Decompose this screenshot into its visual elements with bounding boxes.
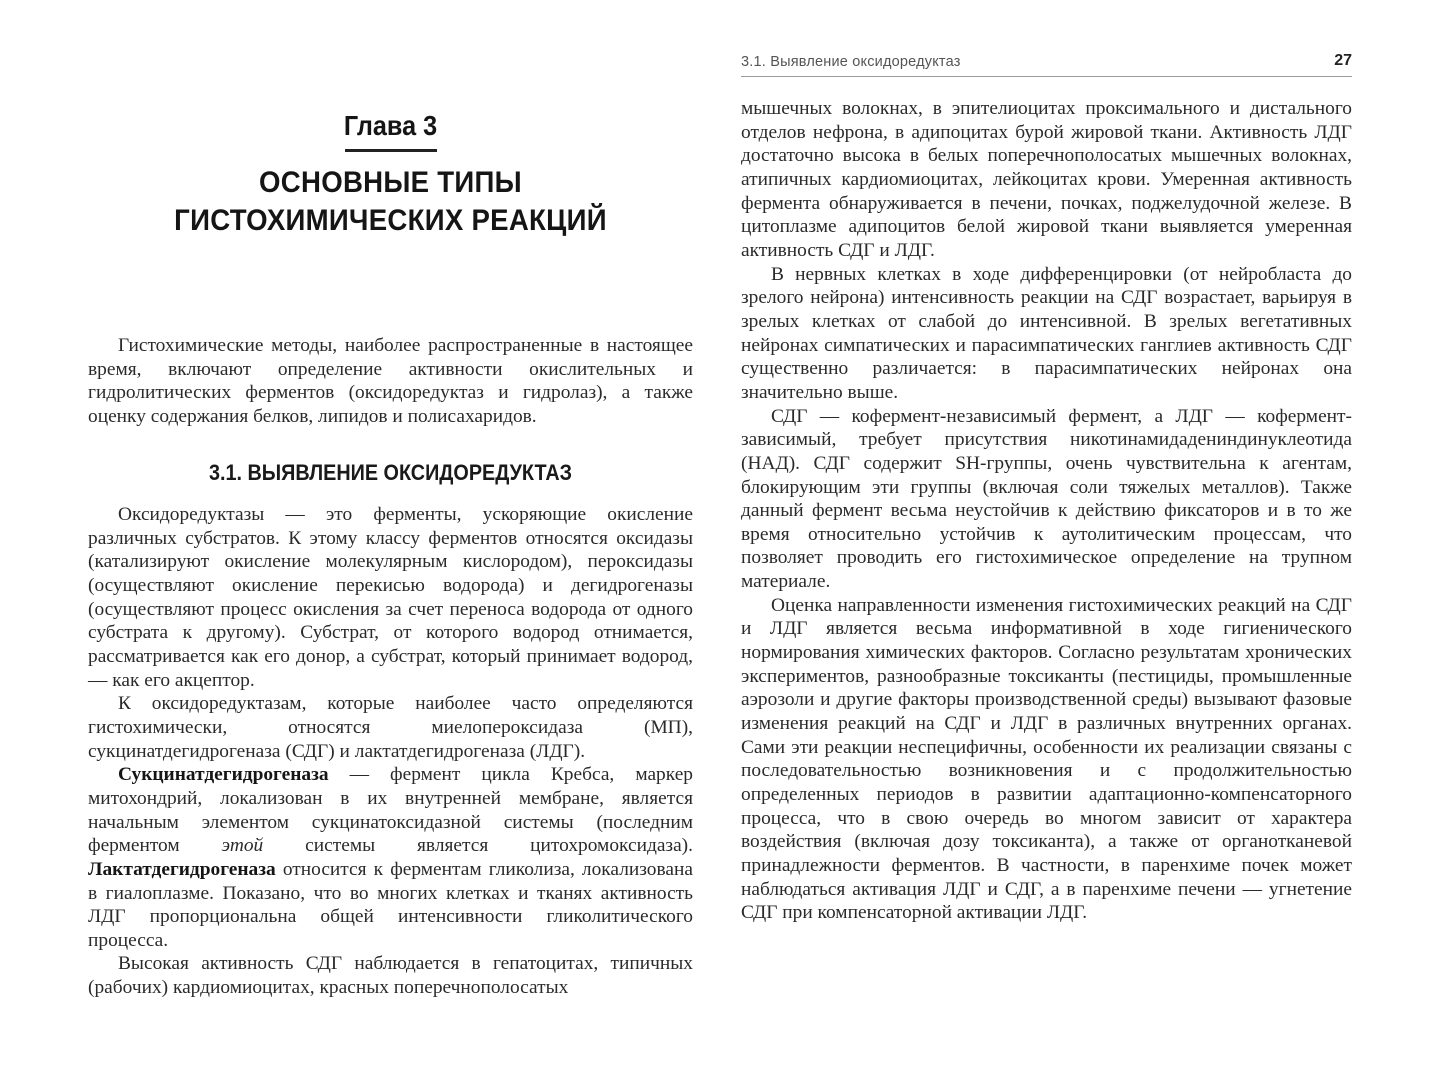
text-cytochrome: системы является цитохромоксидаза). <box>263 835 693 857</box>
paragraph-hygiene-assessment: Оценка направленности изменения гистохимических реакций на СДГ и ЛДГ является весьма информативной в ходе гигиенического нормирования химических факторов. Согласно результатам хронических экспериментов, разнообразные токсиканты (пестициды, промышленные аэрозоли и другие факторы производственной среды) вызывают фазовые изменения реакций на СДГ и ЛДГ в различных внутренних органах. Сами эти реакции неспецифичны, особенности их реализации связаны с последовательностью возникновения и с продолжительностью определенных периодов в развитии адаптационно-компенсаторного процесса, что в свою очередь во многом зависит от характера воздействия (включая дозу токсиканта), а также от органотканевой принадлежности ферментов. В частности, в паренхиме почек может наблюдаться активация ЛДГ и СДГ, а в паренхиме печени — угнетение СДГ при компенсаторной активации ЛДГ. <box>741 594 1352 924</box>
chapter-rule <box>345 149 437 152</box>
paragraph-histochemical-enzymes: К оксидоредуктазам, которые наиболее часто определяются гистохимически, относятся миелопероксидаза (МП), сукцинатдегидрогеназа (СДГ) и лактатдегидрогеназа (ЛДГ). <box>88 693 693 762</box>
chapter-intro <box>88 334 693 429</box>
page-number: 27 <box>1334 52 1352 69</box>
right-body-text <box>741 97 1352 925</box>
right-page <box>741 0 1352 1080</box>
text-ldh-description: относится к ферментам гликолиза, локализована в гиалоплазме. Показано, что во многих клетках и тканях активность ЛДГ пропорциональна общей интенсивности гликолитического процесса. <box>88 858 693 951</box>
chapter-heading <box>88 108 693 240</box>
left-body-text <box>88 503 693 1000</box>
paragraph-continuation: мышечных волокнах, в эпителиоцитах проксимального и дистального отделов нефрона, в адипоцитах бурой жировой ткани. Активность ЛДГ достаточно высока в белых поперечнополосатых мышечных волокнах, атипичных кардиомиоцитах, лейкоцитах крови. Умеренная активность фермента обнаруживается в печени, почках, поджелудочной железе. В цитоплазме адипоцитов белой жировой ткани выявляется умеренная активность СДГ и ЛДГ. <box>741 98 1352 261</box>
paragraph-coenzyme: СДГ — кофермент-независимый фермент, а ЛДГ — кофермент-зависимый, требует присутствия никотинамидадениндинуклеотида (НАД). СДГ содержит SH-группы, очень чувствительна к агентам, блокирующим эти группы (включая соли тяжелых металлов). Также данный фермент весьма неустойчив к действию фиксаторов и в то же время относительно устойчив к аутолитическим процессам, что позволяет проводить его гистохимическое определение на трупном материале. <box>741 405 1352 593</box>
running-title: 3.1. Выявление оксидоредуктаз <box>741 54 961 70</box>
chapter-title: ОСНОВНЫЕ ТИПЫ ГИСТОХИМИЧЕСКИХ РЕАКЦИЙ <box>174 166 607 237</box>
running-header <box>741 52 1352 77</box>
intro-paragraph: Гистохимические методы, наиболее распространенные в настоящее время, включают определение активности окислительных и гидролитических ферментов (оксидоредуктаз и гидролаз), а также оценку содержания белков, липидов и полисахаридов. <box>88 335 693 427</box>
paragraph-nerve-cells: В нервных клетках в ходе дифференцировки (от нейробласта до зрелого нейрона) интенсивность реакции на СДГ возрастает, варьируя в зрелых клетках от слабой до интенсивной. В зрелых вегетативных нейронах симпатических и парасимпатических ганглиев активность СДГ существенно различается: в парасимпатических нейронах она значительно выше. <box>741 263 1352 403</box>
paragraph-sdh-ldh <box>88 763 693 952</box>
left-page <box>88 0 693 1080</box>
term-ldh: Лактатдегидрогеназа <box>88 858 276 880</box>
paragraph-oxidoreductases: Оксидоредуктазы — это ферменты, ускоряющие окисление различных субстратов. К этому классу ферментов относятся оксидазы (катализируют окисление молекулярным кислородом), пероксидазы (осуществляют окисление перекисью водорода) и дегидрогеназы (осуществляют процесс окисления за счет переноса водорода от одного субстрата к другому). Субстрат, от которого водород отнимается, рассматривается как его донор, а субстрат, который принимает водород, — как его акцептор. <box>88 504 693 691</box>
chapter-label: Глава 3 <box>343 110 438 141</box>
term-sdh: Сукцинатдегидрогеназа <box>118 764 329 786</box>
section-title: 3.1. ВЫЯВЛЕНИЕ ОКСИДОРЕДУКТАЗ <box>208 460 573 485</box>
paragraph-high-activity: Высокая активность СДГ наблюдается в гепатоцитах, типичных (рабочих) кардиомиоцитах, красных поперечнополосатых <box>88 953 693 999</box>
italic-word: этой <box>221 835 264 857</box>
text-sdh-description: — фермент цикла Кребса, маркер митохондрий, локализован в их внутренней мембране, является начальным элементом сукцинатоксидазной системы (последним ферментом <box>88 764 693 857</box>
